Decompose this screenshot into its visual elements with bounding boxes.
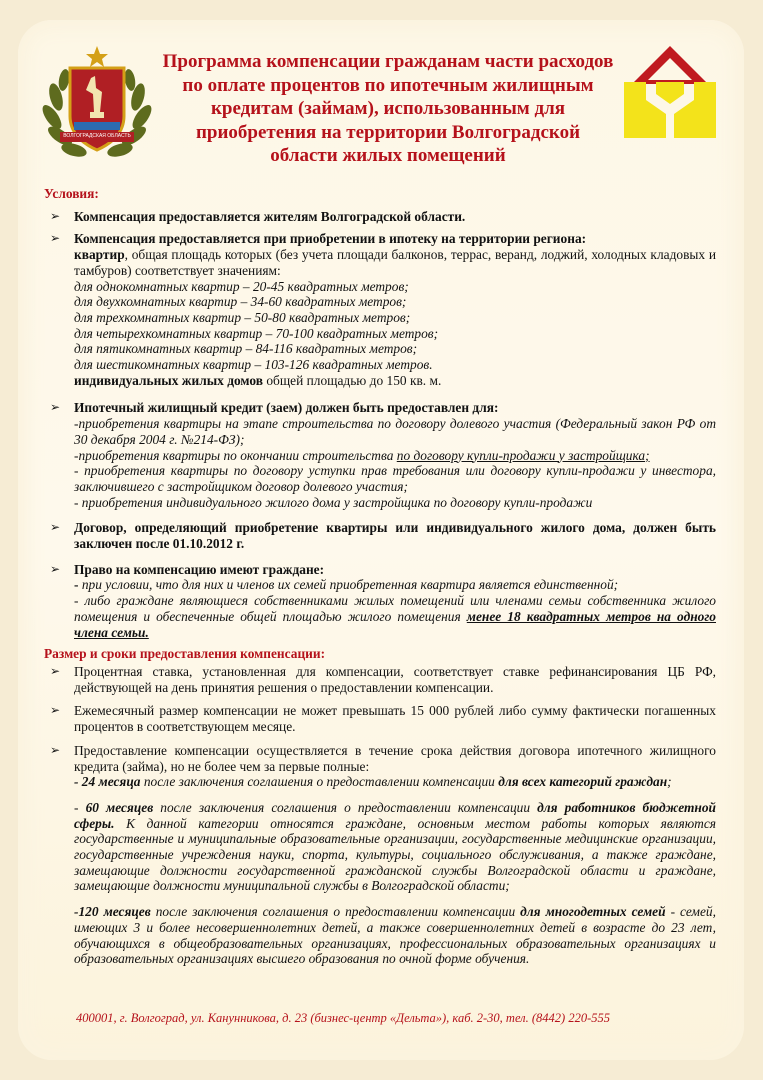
compensation-heading: Размер и сроки предоставления компенсации: (44, 646, 326, 662)
arrow-bullet-icon: ➢ (50, 520, 61, 535)
term-dash: - (74, 799, 86, 815)
condition-item-contract-date (44, 520, 716, 551)
condition-lead: Ипотечный жилищный кредит (заем) должен быть предоставлен для: (74, 400, 499, 416)
organization-logo-icon (620, 42, 720, 140)
condition-lead: Право на компенсацию имеют граждане: (74, 561, 325, 577)
condition-item-residents (44, 209, 716, 225)
term-category: для всех категорий граждан (498, 774, 668, 790)
flat-range: для двухкомнатных квартир – 34-60 квадратных метров; (74, 294, 407, 310)
condition-item-loan-purpose (44, 400, 716, 510)
flat-range: для трехкомнатных квартир – 50-80 квадратных метров; (74, 309, 411, 325)
term-category: для многодетных семей (520, 904, 666, 920)
houses-label: индивидуальных жилых домов (74, 372, 263, 388)
condition-text: Компенсация предоставляется жителям Волгоградской области. (74, 208, 466, 224)
loan-purpose: -приобретения квартиры на этапе строительства по договору долевого участия (Федеральный закон РФ от 30 декабря 2004 г. №214-ФЗ); (74, 416, 716, 447)
arrow-bullet-icon: ➢ (50, 703, 61, 718)
volgograd-emblem-icon (36, 42, 158, 164)
arrow-bullet-icon: ➢ (50, 663, 61, 678)
loan-purpose: - приобретения индивидуального жилого дома у застройщика по договору купли-продажи (74, 494, 593, 510)
term-text: после заключения соглашения о предоставлении компенсации (153, 799, 538, 815)
flat-text: , общая площадь которых (без учета площади балконов, террас, веранд, лоджий, холодных кладовых и тамбуров) соответствует значениям: (74, 247, 716, 278)
arrow-bullet-icon: ➢ (50, 400, 61, 415)
flat-range: для однокомнатных квартир – 20-45 квадратных метров; (74, 278, 409, 294)
flat-range: для четырехкомнатных квартир – 70-100 квадратных метров; (74, 325, 439, 341)
flat-range: для пятикомнатных квартир – 84-116 квадратных метров; (74, 341, 418, 357)
condition-lead: Компенсация предоставляется при приобретении в ипотеку на территории региона: (74, 231, 587, 247)
flat-label: квартир (74, 247, 125, 263)
compensation-text: Процентная ставка, установленная для компенсации, соответствует ставке рефинансирования ЦБ РФ, действующей на день принятия решения о предоставлении компенсации. (74, 663, 716, 695)
term-text: после заключения соглашения о предоставлении компенсации (150, 904, 521, 920)
loan-purpose: - приобретения квартиры по договору уступки прав требования или договору купли-продажи у инвестора, заключившего с застройщиком договор долевого участия; (74, 463, 716, 494)
compensation-item-terms: ➢ Предоставление компенсации осуществляется в течение срока действия договора ипотечного жилищного кредита (займа), но не более чем за первые полные: - 24 месяца после заключения соглашения о предоставлении компенсации для всех категорий граждан; - 60 месяцев после заключения соглашения о предоставлении компенсации для работников бюджетной сферы. К данной категории относятся граждане, основным местом работы которых являются государственные и муниципальные образовательные организации, государственные медицинские организации, государственные учреждения науки, спорта, культуры, социального обслуживания, а также граждане, замещающие должности государственной гражданской службы Волгоградской области и граждане, замещающие должности муниципальной службы в Волгоградской области; -120 месяцев после заключения соглашения о предоставлении компенсации для многодетных семей - семей, имеющих 3 и более несовершеннолетних детей, а также совершеннолетних детей в возрасте до 23 лет, обучающихся в общеобразовательных организациях, профессиональных образовательных организациях и образовательных организациях высшего образования по очной форме обучения. (50, 742, 716, 967)
term-24: - 24 месяца (74, 774, 141, 790)
conditions-heading: Условия: (44, 186, 99, 201)
loan-purpose: -приобретения квартиры по окончании строительства (74, 447, 397, 463)
footer-address: 400001, г. Волгоград, ул. Канунникова, д. 23 (бизнес-центр «Дельта»), каб. 2-30, тел. (8442) 220-555 (76, 1011, 610, 1025)
term-60: 60 месяцев (85, 799, 154, 815)
eligibility-text: при условии, что для них и членов их семей приобретенная квартира является единственной; (81, 577, 619, 593)
term-description: - семей, имеющих 3 и более несовершеннолетних детей, а также совершеннолетних детей в возрасте до 23 лет, обучающихся в общеобразовательных организациях, профессиональных образовательных организациях и образовательных организациях высшего образования по очной форме обучения. (74, 904, 716, 967)
page-title: Программа компенсации гражданам части расходов по оплате процентов по ипотечным жилищным кредитам (займам), использованным для приобретения на территории Волгоградской области жилых помещений (162, 51, 614, 166)
arrow-bullet-icon: ➢ (50, 208, 61, 223)
emblem-caption: ВОЛГОГРАДСКАЯ ОБЛАСТЬ (63, 133, 131, 139)
houses-text: общей площадью до 150 кв. м. (262, 372, 442, 388)
condition-text: Договор, определяющий приобретение квартиры или индивидуального жилого дома, должен быть заключен после 01.10.2012 г. (74, 520, 716, 552)
term-category: для работников бюджетной сферы. (74, 799, 716, 831)
arrow-bullet-icon: ➢ (50, 561, 61, 576)
condition-item-property (44, 231, 716, 388)
compensation-text: Ежемесячный размер компенсации не может превышать 15 000 рублей либо сумму фактически погашенных процентов в соответствующем месяце. (74, 703, 716, 735)
eligibility-emphasis: менее 18 квадратных метров на одного члена семьи. (74, 608, 716, 640)
term-120: -120 месяцев (74, 904, 151, 920)
eligibility-text: - либо граждане являющиеся собственниками жилых помещений или членами семьи собственника жилого помещения и обеспеченные общей площадью жилого помещения (74, 593, 716, 624)
main-content (44, 186, 716, 967)
arrow-bullet-icon: ➢ (50, 231, 61, 246)
flat-range: для шестикомнатных квартир – 103-126 квадратных метров. (74, 357, 433, 373)
term-text: после заключения соглашения о предоставлении компенсации (140, 774, 499, 790)
arrow-bullet-icon: ➢ (50, 742, 61, 757)
condition-item-eligibility: ➢ Право на компенсацию имеют граждане: - при условии, что для них и членов их семей приобретенная квартира является единственной; - либо граждане являющиеся собственниками жилых помещений или членами семьи собственника жилого помещения и обеспеченные общей площадью жилого помещения менее 18 квадратных метров на одного члена семьи. (50, 561, 716, 640)
compensation-text: Предоставление компенсации осуществляется в течение срока действия договора ипотечного жилищного кредита (займа), но не более чем за первые полные: (74, 742, 716, 774)
compensation-item-rate (44, 664, 716, 695)
loan-purpose-underlined: по договору купли-продажи у застройщика; (396, 447, 650, 463)
term-description: К данной категории относятся граждане, основным местом работы которых являются государственные и муниципальные образовательные организации, государственные медицинские организации, государственные учреждения науки, спорта, культуры, социального обслуживания, а также граждане, замещающие должности государственной гражданской службы Волгоградской области и граждане, замещающие должности муниципальной службы в Волгоградской области; (74, 815, 716, 894)
compensation-item-amount (44, 703, 716, 734)
